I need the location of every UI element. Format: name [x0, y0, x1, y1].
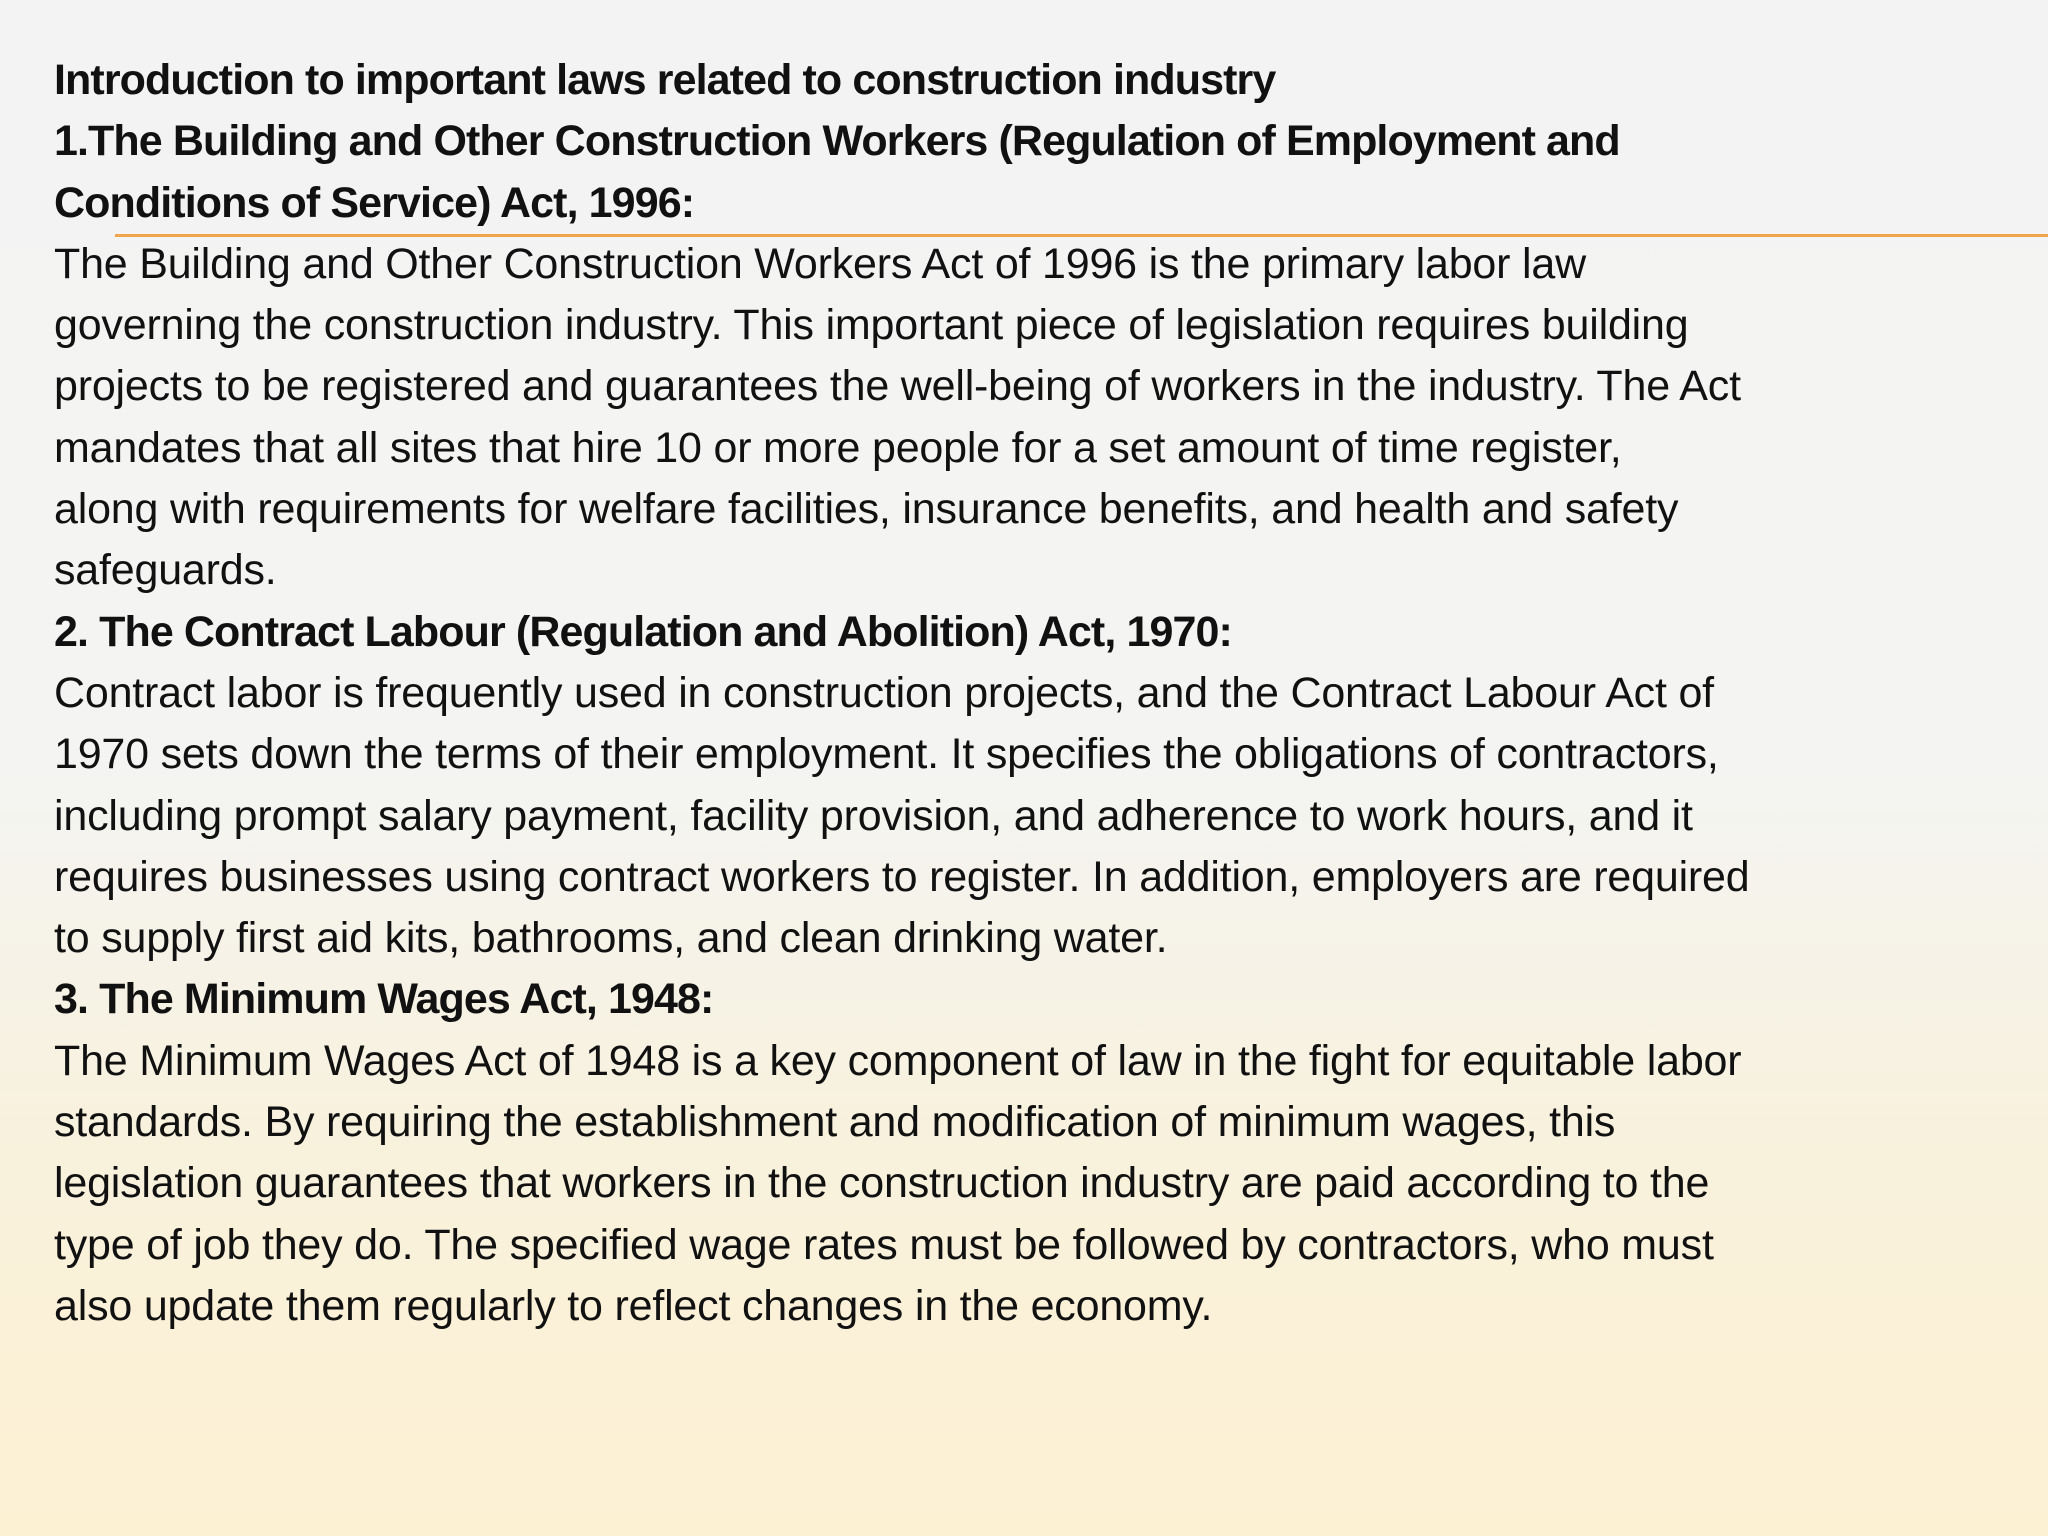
section-building-workers-act — [54, 111, 2004, 601]
paragraph-line: to supply first aid kits, bathrooms, and clean drinking water. — [54, 914, 1168, 963]
paragraph-line: Contract labor is frequently used in construction projects, and the Contract Labour Act of — [54, 668, 1714, 717]
section-heading: 2. The Contract Labour (Regulation and Abolition) Act, 1970: — [54, 607, 1232, 656]
paragraph-line: 1970 sets down the terms of their employment. It specifies the obligations of contractors, — [54, 730, 1719, 779]
paragraph-line: standards. By requiring the establishment and modification of minimum wages, this — [54, 1098, 1616, 1147]
paragraph-line: along with requirements for welfare facilities, insurance benefits, and health and safety — [54, 485, 1679, 534]
section-heading: Conditions of Service) Act, 1996: — [54, 178, 695, 227]
section-contract-labour-act — [54, 602, 2004, 970]
paragraph-line: The Minimum Wages Act of 1948 is a key component of law in the fight for equitable labor — [54, 1036, 1742, 1085]
section-heading: 3. The Minimum Wages Act, 1948: — [54, 975, 714, 1024]
slide-content — [54, 50, 2004, 1337]
paragraph-line: projects to be registered and guarantees the well-being of workers in the industry. The Act — [54, 362, 1741, 411]
paragraph-line: mandates that all sites that hire 10 or more people for a set amount of time register, — [54, 423, 1622, 472]
paragraph-line: safeguards. — [54, 546, 277, 595]
paragraph-line: legislation guarantees that workers in the construction industry are paid according to the — [54, 1159, 1710, 1208]
paragraph-line: type of job they do. The specified wage rates must be followed by contractors, who must — [54, 1220, 1714, 1269]
paragraph-line: including prompt salary payment, facility provision, and adherence to work hours, and it — [54, 791, 1693, 840]
section-heading: 1.The Building and Other Construction Workers (Regulation of Employment and — [54, 117, 1620, 166]
paragraph-line: The Building and Other Construction Workers Act of 1996 is the primary labor law — [54, 239, 1586, 288]
paragraph-line: requires businesses using contract workers to register. In addition, employers are required — [54, 852, 1750, 901]
slide-title: Introduction to important laws related to construction industry — [54, 56, 1276, 104]
paragraph-line: also update them regularly to reflect changes in the economy. — [54, 1281, 1213, 1330]
paragraph-line: governing the construction industry. This important piece of legislation requires building — [54, 301, 1689, 350]
section-minimum-wages-act — [54, 969, 2004, 1337]
